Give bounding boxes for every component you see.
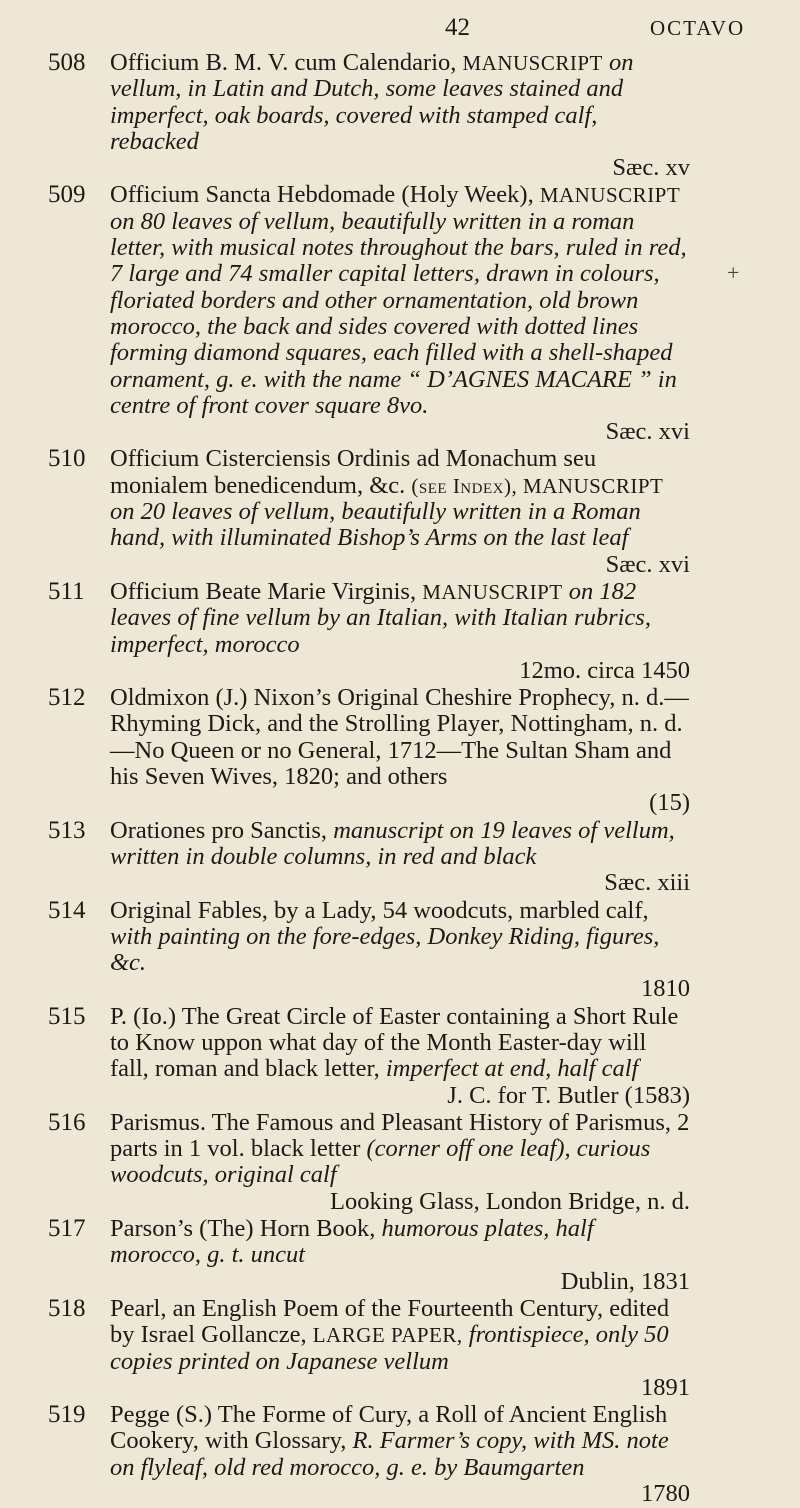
entry-description <box>110 1216 690 1295</box>
page-number: 42 <box>445 14 470 41</box>
entry-date-or-place: 1810 <box>641 975 690 1003</box>
entry-description <box>110 50 690 181</box>
catalogue-entry <box>0 818 800 897</box>
entry-description <box>110 1402 690 1507</box>
entry-note: on 20 leaves of vellum, beautifully written in a Roman hand, with illuminated Bishop’s Arms on the last leaf <box>110 498 641 552</box>
entry-note: humorous plates, half morocco, g. t. uncut <box>110 1215 594 1269</box>
entry-description <box>110 818 690 897</box>
entry-note: on vellum, in Latin and Dutch, some leaves stained and imperfect, oak boards, covered with stamped calf, rebacked <box>110 49 634 155</box>
running-head: OCTAVO <box>650 16 746 40</box>
entry-note: imperfect at end, half calf <box>385 1055 639 1083</box>
lot-number: 518 <box>48 1294 86 1322</box>
page-header <box>0 14 800 48</box>
entry-note: on 80 leaves of vellum, beautifully written in a roman letter, with musical notes throughout the bars, ruled in red, 7 large and 74 smaller capital letters, drawn in colours, floriated borders and other ornamentation, old brown morocco, the back and sides covered with dotted lines forming diamond squares, each filled with a shell-shaped ornament, g. e. with the name “ D’AGNES MACARE ” in centre of front cover square 8vo. <box>110 207 687 419</box>
catalogue-entry <box>0 685 800 816</box>
entry-date-or-place: 1780 <box>641 1480 690 1508</box>
catalogue-entry <box>0 1216 800 1295</box>
entry-title: Officium Beate Marie Virginis, <box>110 577 417 605</box>
catalogue-entry <box>0 579 800 684</box>
lot-number: 515 <box>48 1002 86 1030</box>
entry-title: Pearl, an English Poem of the Fourteenth Century, edited by Israel Gollancze, <box>110 1294 670 1349</box>
entry-note: manuscript on 19 leaves of vellum, written in double columns, in red and black <box>110 816 675 870</box>
lot-number: 508 <box>48 49 86 76</box>
lot-number: 516 <box>48 1108 86 1136</box>
entry-description <box>110 1110 690 1215</box>
entry-note: R. Farmer’s copy, with MS. note on flyleaf, old red morocco, g. e. by Baumgarten <box>110 1427 669 1481</box>
entry-date-or-place: Sæc. xvi <box>605 418 690 446</box>
entry-smallcaps: MANUSCRIPT <box>422 579 563 604</box>
catalogue-entry <box>0 50 800 181</box>
entry-smallcaps: MANUSCRIPT <box>462 51 603 75</box>
entry-description <box>110 685 690 816</box>
entry-date-or-place: Sæc. xv <box>612 154 690 182</box>
entry-title: Officium Cisterciensis Ordinis ad Monachum seu monialem benedicendum, &c. <box>110 445 597 499</box>
lot-number: 510 <box>48 445 86 473</box>
lot-number: 519 <box>48 1401 86 1429</box>
entry-title: Officium B. M. V. cum Calendario, <box>110 49 457 76</box>
entry-title: Original Fables, by a Lady, 54 woodcuts, marbled calf, <box>110 896 649 924</box>
entry-title: Orationes pro Sanctis, <box>110 816 328 844</box>
catalogue-entry <box>0 446 800 577</box>
entry-description <box>110 182 690 445</box>
entry-title: Pegge (S.) The Forme of Cury, a Roll of Ancient English Cookery, with Glossary, <box>110 1401 668 1455</box>
entry-title: Parismus. The Famous and Pleasant History of Parismus, 2 parts in 1 vol. black letter <box>110 1108 690 1163</box>
lot-number: 517 <box>48 1215 86 1243</box>
entry-date-or-place: 12mo. circa 1450 <box>519 656 690 684</box>
entry-smallcaps: (see Index), MANUSCRIPT <box>411 473 664 498</box>
entry-date-or-place: Sæc. xvi <box>605 550 690 578</box>
catalogue-entry <box>0 1004 800 1109</box>
entry-title: Parson’s (The) Horn Book, <box>110 1215 376 1243</box>
lot-number: 511 <box>48 577 85 605</box>
entry-title: P. (Io.) The Great Circle of Easter containing a Short Rule to Know uppon what day of the Month Easter-day will fall, roman and black letter, <box>110 1002 679 1083</box>
entry-note: (corner off one leaf), curious woodcuts, original calf <box>110 1135 651 1189</box>
entry-date-or-place: (15) <box>649 789 690 817</box>
entry-note: on 182 leaves of fine vellum by an Italian, with Italian rubrics, imperfect, morocco <box>110 577 651 658</box>
catalogue-entry <box>0 898 800 1003</box>
entry-description <box>110 1296 690 1401</box>
entry-smallcaps: MANUSCRIPT <box>539 183 681 208</box>
entry-description <box>110 446 690 577</box>
entry-description <box>110 898 690 1003</box>
entry-description <box>110 1004 690 1109</box>
entry-date-or-place: Dublin, 1831 <box>560 1267 690 1295</box>
entry-date-or-place: Looking Glass, London Bridge, n. d. <box>330 1187 690 1215</box>
entry-note: with painting on the fore-edges, Donkey Riding, figures, &c. <box>110 922 660 977</box>
entry-title: Officium Sancta Hebdomade (Holy Week), <box>110 181 534 209</box>
lot-number: 509 <box>48 181 86 209</box>
catalogue-entries <box>0 50 800 1508</box>
margin-mark: + <box>727 260 740 285</box>
lot-number: 513 <box>48 816 86 844</box>
catalogue-entry <box>0 1110 800 1215</box>
entry-date-or-place: Sæc. xiii <box>604 869 690 897</box>
entry-date-or-place: J. C. for T. Butler (1583) <box>447 1081 690 1109</box>
entry-smallcaps: LARGE PAPER, <box>312 1323 463 1348</box>
catalogue-entry <box>0 182 800 445</box>
entry-date-or-place: 1891 <box>641 1373 690 1401</box>
catalogue-entry <box>0 1296 800 1401</box>
entry-description <box>110 579 690 684</box>
entry-note: frontispiece, only 50 copies printed on Japanese vellum <box>110 1321 669 1375</box>
lot-number: 512 <box>48 684 86 712</box>
entry-title: Oldmixon (J.) Nixon’s Original Cheshire Prophecy, n. d.—Rhyming Dick, and the Strolling Player, Nottingham, n. d.—No Queen or no General, 1712—The Sultan Sham and his Seven Wives, 1820; and others <box>110 684 689 791</box>
lot-number: 514 <box>48 896 86 924</box>
catalogue-entry <box>0 1402 800 1507</box>
